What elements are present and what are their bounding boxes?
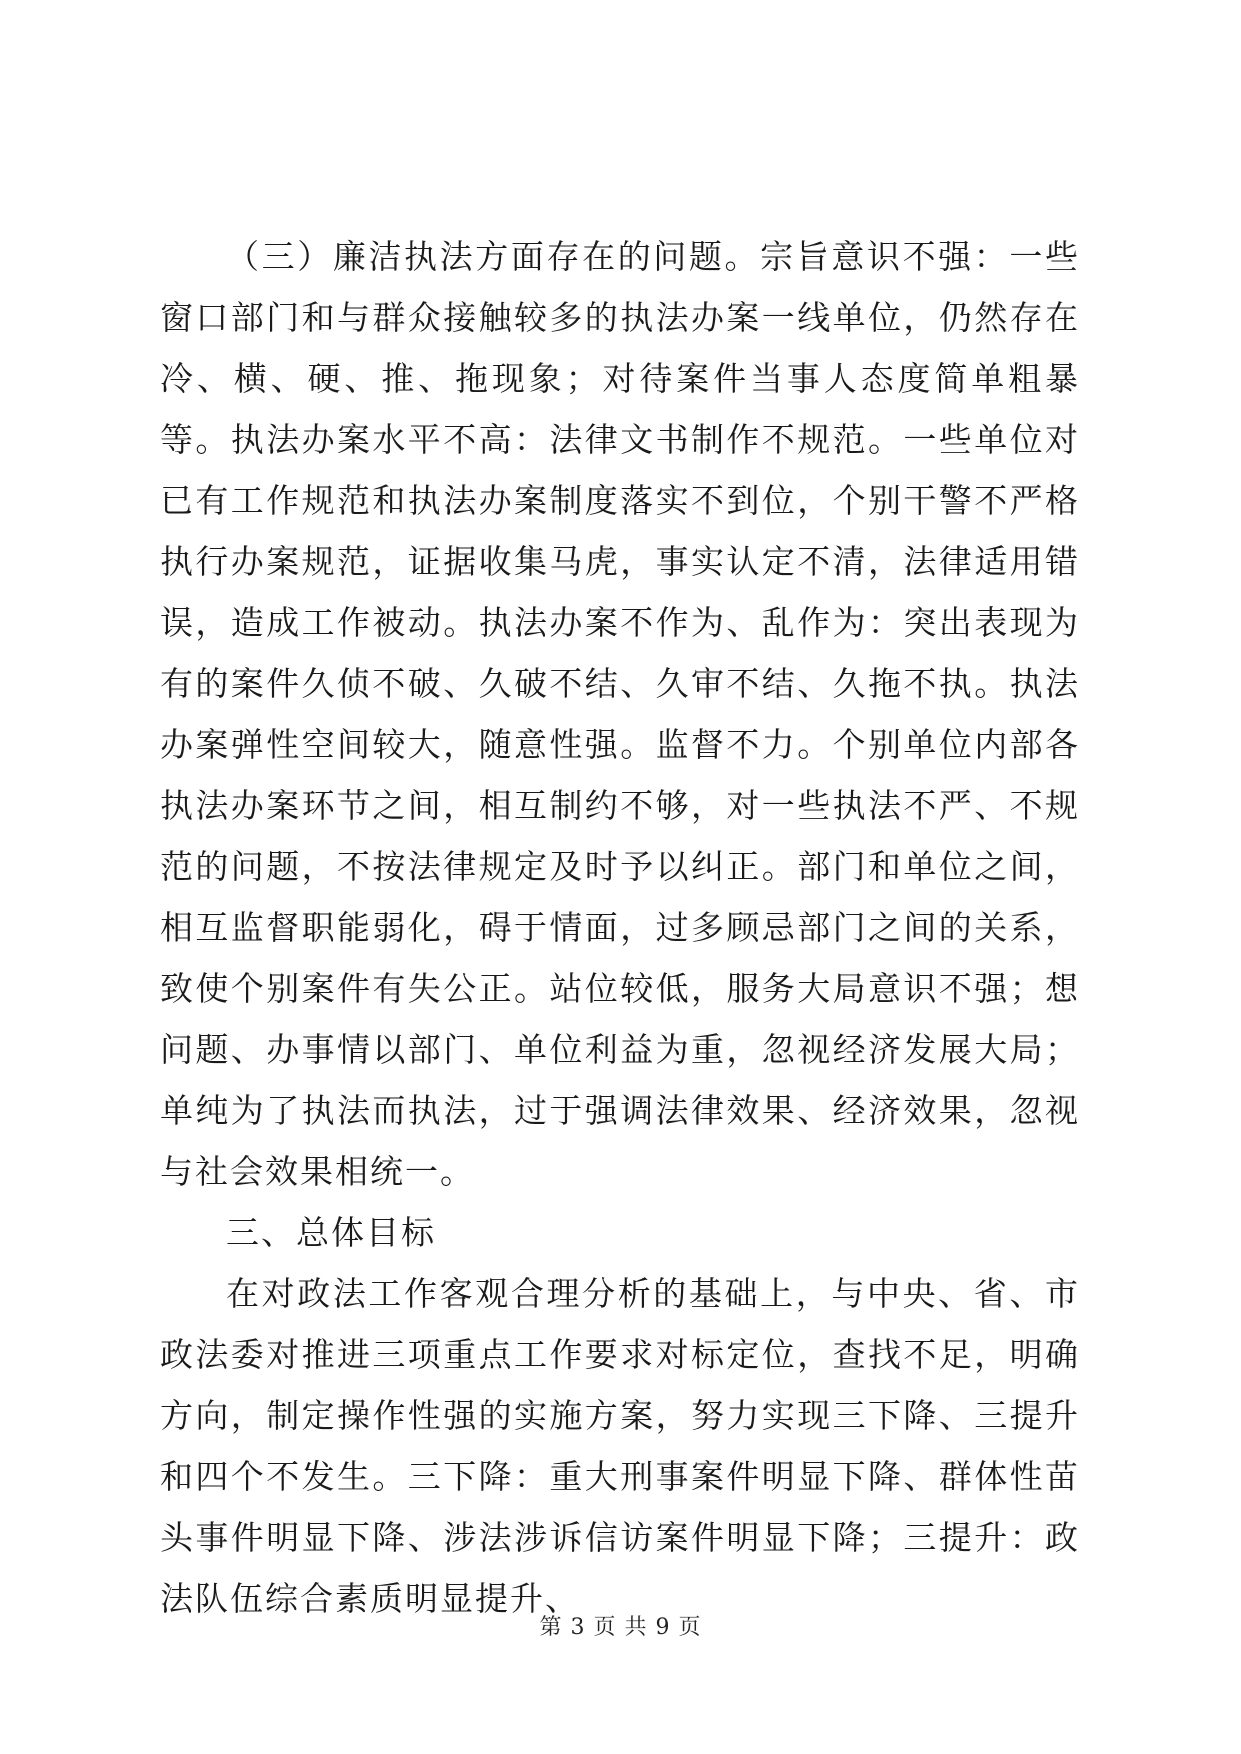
paragraph-overall-goals: 在对政法工作客观合理分析的基础上，与中央、省、市政法委对推进三项重点工作要求对标定位，查找不足，明确方向，制定操作性强的实施方案，努力实现三下降、三提升和四个不发生。三下降：重大刑事案件明显下降、群体性苗头事件明显下降、涉法涉诉信访案件明显下降；三提升：政法队伍综合素质明显提升、	[160, 1274, 1080, 1618]
document-body	[160, 226, 1080, 1629]
page-number-footer: 第 3 页 共 9 页	[539, 1615, 702, 1640]
section-heading-overall-goals: 三、总体目标	[226, 1213, 436, 1252]
paragraph-integrity-issues: （三）廉洁执法方面存在的问题。宗旨意识不强：一些窗口部门和与群众接触较多的执法办案一线单位，仍然存在冷、横、硬、推、拖现象；对待案件当事人态度简单粗暴等。执法办案水平不高：法律文书制作不规范。一些单位对已有工作规范和执法办案制度落实不到位，个别干警不严格执行办案规范，证据收集马虎，事实认定不清，法律适用错误，造成工作被动。执法办案不作为、乱作为：突出表现为有的案件久侦不破、久破不结、久审不结、久拖不执。执法办案弹性空间较大，随意性强。监督不力。个别单位内部各执法办案环节之间，相互制约不够，对一些执法不严、不规范的问题，不按法律规定及时予以纠正。部门和单位之间，相互监督职能弱化，碍于情面，过多顾忌部门之间的关系，致使个别案件有失公正。站位较低，服务大局意识不强；想问题、办事情以部门、单位利益为重，忽视经济发展大局；单纯为了执法而执法，过于强调法律效果、经济效果，忽视与社会效果相统一。	[160, 237, 1080, 1191]
